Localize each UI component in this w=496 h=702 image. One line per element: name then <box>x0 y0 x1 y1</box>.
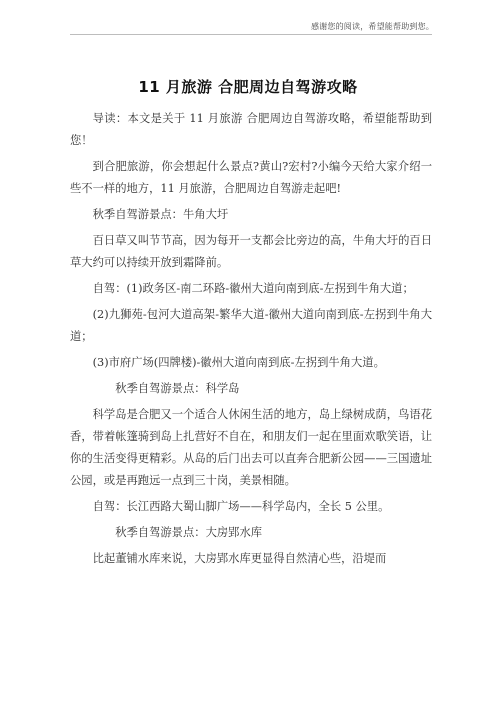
paragraph: 到合肥旅游，你会想起什么景点?黄山?宏村?小编今天给大家介绍一些不一样的地方，11 月旅游，合肥周边自驾游走起吧! <box>70 160 432 195</box>
route-paragraph: (2)九狮苑-包河大道高架-繁华大道-徽州大道向南到底-左拐到牛角大道； <box>70 308 432 343</box>
header-note: 感谢您的阅读，希望能帮助到您。 <box>311 22 434 31</box>
document-title: 11 月旅游 合肥周边自驾游攻略 <box>138 78 358 96</box>
route-paragraph: 自驾：(1)政务区-南二环路-徽州大道向南到底-左拐到牛角大道； <box>92 282 414 295</box>
section-heading: 秋季自驾游景点：牛角大圩 <box>92 208 229 221</box>
paragraph: 比起董铺水库来说，大房郢水库更显得自然清心些，沿堤而 <box>92 552 387 565</box>
route-paragraph: 自驾：长江西路大蜀山脚广场——科学岛内，全长 5 公里。 <box>92 500 390 513</box>
document-body <box>70 108 432 574</box>
paragraph: 百日草又叫节节高，因为每开一支都会比旁边的高，牛角大圩的百日草大约可以持续开放到霜降前。 <box>70 234 432 269</box>
intro-paragraph: 导读：本文是关于 11 月旅游 合肥周边自驾游攻略，希望能帮助到您！ <box>70 112 432 147</box>
route-paragraph: (3)市府广场(四牌楼)-徽州大道向南到底-左拐到牛角大道。 <box>92 356 385 369</box>
section-heading: 秋季自驾游景点：大房郢水库 <box>115 526 263 539</box>
section-heading: 秋季自驾游景点：科学岛 <box>115 382 240 395</box>
header-divider <box>70 34 432 35</box>
paragraph: 科学岛是合肥又一个适合人休闲生活的地方，岛上绿树成荫，鸟语花香，带着帐篷骑到岛上扎营好不自在，和朋友们一起在里面欢歌笑语，让你的生活变得更精彩。从岛的后门出去可以直奔合肥新公园——三国遗址公园，或是再跑远一点到三十岗，美景相随。 <box>70 408 432 487</box>
